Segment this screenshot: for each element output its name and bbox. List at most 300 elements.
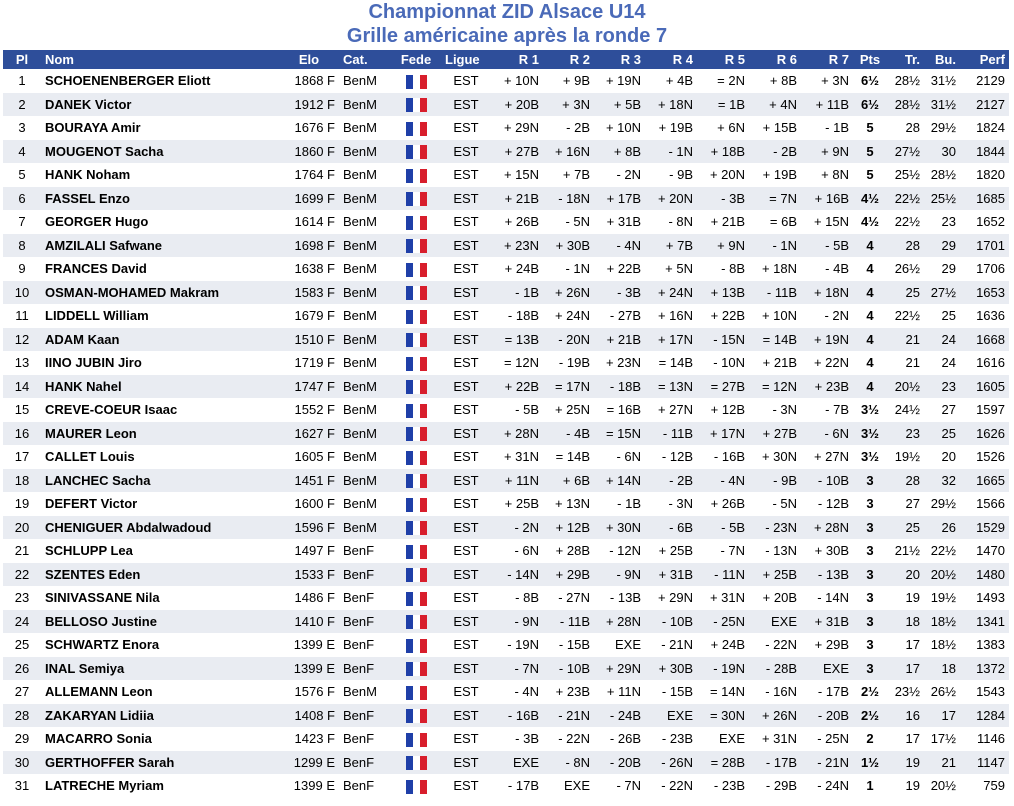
r6-cell: = 7N (749, 187, 801, 211)
r5-cell: - 19N (697, 657, 749, 681)
tiebreak-cell: 19 (887, 774, 924, 798)
r6-cell: + 25B (749, 563, 801, 587)
elo-cell: 1719 F (279, 351, 339, 375)
table-row (3, 351, 1009, 375)
r6-cell: = 12N (749, 375, 801, 399)
league-cell: EST (441, 751, 491, 775)
league-cell: EST (441, 69, 491, 93)
r3-cell: - 18B (594, 375, 645, 399)
league-cell: EST (441, 563, 491, 587)
elo-cell: 1600 F (279, 492, 339, 516)
performance-cell: 1480 (960, 563, 1009, 587)
points-cell: 4 (853, 257, 887, 281)
points-cell: 6½ (853, 93, 887, 117)
performance-cell: 1284 (960, 704, 1009, 728)
fede-cell (391, 633, 441, 657)
r5-cell: = 30N (697, 704, 749, 728)
league-cell: EST (441, 281, 491, 305)
buchholz-cell: 31½ (924, 69, 960, 93)
name-cell: MOUGENOT Sacha (41, 140, 279, 164)
header-row (3, 50, 1009, 69)
buchholz-cell: 26½ (924, 680, 960, 704)
buchholz-cell: 18½ (924, 610, 960, 634)
france-flag-icon (406, 75, 427, 89)
r2-cell: - 15B (543, 633, 594, 657)
header-bu: Bu. (924, 50, 960, 69)
category-cell: BenM (339, 140, 391, 164)
category-cell: BenF (339, 657, 391, 681)
category-cell: BenF (339, 704, 391, 728)
performance-cell: 1543 (960, 680, 1009, 704)
performance-cell: 1665 (960, 469, 1009, 493)
buchholz-cell: 18½ (924, 633, 960, 657)
category-cell: BenM (339, 445, 391, 469)
category-cell: BenF (339, 563, 391, 587)
r6-cell: - 13N (749, 539, 801, 563)
r7-cell: + 19N (801, 328, 853, 352)
r6-cell: + 27B (749, 422, 801, 446)
name-cell: DEFERT Victor (41, 492, 279, 516)
league-cell: EST (441, 210, 491, 234)
category-cell: BenM (339, 187, 391, 211)
place-cell: 13 (3, 351, 41, 375)
r3-cell: + 5B (594, 93, 645, 117)
r2-cell: - 18N (543, 187, 594, 211)
category-cell: BenM (339, 375, 391, 399)
r7-cell: + 15N (801, 210, 853, 234)
tiebreak-cell: 21 (887, 351, 924, 375)
r6-cell: + 20B (749, 586, 801, 610)
fede-cell (391, 187, 441, 211)
r3-cell: - 4N (594, 234, 645, 258)
france-flag-icon (406, 427, 427, 441)
table-row (3, 304, 1009, 328)
elo-cell: 1399 E (279, 633, 339, 657)
performance-cell: 1470 (960, 539, 1009, 563)
elo-cell: 1627 F (279, 422, 339, 446)
r7-cell: + 27N (801, 445, 853, 469)
r7-cell: + 9N (801, 140, 853, 164)
buchholz-cell: 25 (924, 422, 960, 446)
r5-cell: + 31N (697, 586, 749, 610)
r3-cell: + 22B (594, 257, 645, 281)
table-row (3, 187, 1009, 211)
performance-cell: 1383 (960, 633, 1009, 657)
r2-cell: = 17N (543, 375, 594, 399)
name-cell: HANK Nahel (41, 375, 279, 399)
r1-cell: + 27B (491, 140, 543, 164)
name-cell: AMZILALI Safwane (41, 234, 279, 258)
r2-cell: + 30B (543, 234, 594, 258)
place-cell: 17 (3, 445, 41, 469)
league-cell: EST (441, 163, 491, 187)
name-cell: SINIVASSANE Nila (41, 586, 279, 610)
r4-cell: - 6B (645, 516, 697, 540)
place-cell: 29 (3, 727, 41, 751)
r2-cell: - 1N (543, 257, 594, 281)
points-cell: 3 (853, 563, 887, 587)
header-r-4: R 4 (645, 50, 697, 69)
r2-cell: - 2B (543, 116, 594, 140)
r1-cell: - 8B (491, 586, 543, 610)
r7-cell: - 24N (801, 774, 853, 798)
r4-cell: - 12B (645, 445, 697, 469)
performance-cell: 1566 (960, 492, 1009, 516)
category-cell: BenM (339, 304, 391, 328)
category-cell: BenM (339, 351, 391, 375)
table-row (3, 563, 1009, 587)
r4-cell: + 7B (645, 234, 697, 258)
place-cell: 3 (3, 116, 41, 140)
r3-cell: + 23N (594, 351, 645, 375)
fede-cell (391, 751, 441, 775)
r7-cell: + 30B (801, 539, 853, 563)
tiebreak-cell: 25 (887, 516, 924, 540)
r4-cell: + 25B (645, 539, 697, 563)
performance-cell: 1597 (960, 398, 1009, 422)
place-cell: 11 (3, 304, 41, 328)
league-cell: EST (441, 140, 491, 164)
r2-cell: + 29B (543, 563, 594, 587)
name-cell: OSMAN-MOHAMED Makram (41, 281, 279, 305)
fede-cell (391, 492, 441, 516)
france-flag-icon (406, 756, 427, 770)
league-cell: EST (441, 633, 491, 657)
name-cell: SZENTES Eden (41, 563, 279, 587)
points-cell: 4 (853, 328, 887, 352)
place-cell: 20 (3, 516, 41, 540)
fede-cell (391, 539, 441, 563)
fede-cell (391, 163, 441, 187)
r3-cell: + 19N (594, 69, 645, 93)
r1-cell: + 23N (491, 234, 543, 258)
header-r-7: R 7 (801, 50, 853, 69)
performance-cell: 1372 (960, 657, 1009, 681)
performance-cell: 1844 (960, 140, 1009, 164)
france-flag-icon (406, 662, 427, 676)
elo-cell: 1638 F (279, 257, 339, 281)
category-cell: BenM (339, 469, 391, 493)
tiebreak-cell: 21½ (887, 539, 924, 563)
place-cell: 22 (3, 563, 41, 587)
buchholz-cell: 32 (924, 469, 960, 493)
league-cell: EST (441, 304, 491, 328)
r7-cell: + 16B (801, 187, 853, 211)
name-cell: LATRECHE Myriam (41, 774, 279, 798)
r5-cell: - 16B (697, 445, 749, 469)
fede-cell (391, 657, 441, 681)
r6-cell: - 17B (749, 751, 801, 775)
buchholz-cell: 26 (924, 516, 960, 540)
tiebreak-cell: 28 (887, 469, 924, 493)
r4-cell: - 8N (645, 210, 697, 234)
tiebreak-cell: 21 (887, 328, 924, 352)
points-cell: 3 (853, 633, 887, 657)
category-cell: BenM (339, 210, 391, 234)
r7-cell: + 23B (801, 375, 853, 399)
r2-cell: + 9B (543, 69, 594, 93)
name-cell: DANEK Victor (41, 93, 279, 117)
table-row (3, 69, 1009, 93)
r2-cell: + 16N (543, 140, 594, 164)
r2-cell: - 20N (543, 328, 594, 352)
r4-cell: + 29N (645, 586, 697, 610)
r2-cell: + 3N (543, 93, 594, 117)
elo-cell: 1399 E (279, 774, 339, 798)
buchholz-cell: 22½ (924, 539, 960, 563)
r7-cell: - 25N (801, 727, 853, 751)
table-row (3, 234, 1009, 258)
buchholz-cell: 25½ (924, 187, 960, 211)
r4-cell: EXE (645, 704, 697, 728)
r6-cell: - 22N (749, 633, 801, 657)
r5-cell: + 17N (697, 422, 749, 446)
r5-cell: = 1B (697, 93, 749, 117)
buchholz-cell: 31½ (924, 93, 960, 117)
category-cell: BenM (339, 422, 391, 446)
place-cell: 24 (3, 610, 41, 634)
place-cell: 23 (3, 586, 41, 610)
league-cell: EST (441, 187, 491, 211)
name-cell: CHENIGUER Abdalwadoud (41, 516, 279, 540)
name-cell: MAURER Leon (41, 422, 279, 446)
r4-cell: - 21N (645, 633, 697, 657)
r1-cell: - 17B (491, 774, 543, 798)
performance-cell: 1616 (960, 351, 1009, 375)
header-r-6: R 6 (749, 50, 801, 69)
fede-cell (391, 116, 441, 140)
r1-cell: - 3B (491, 727, 543, 751)
r3-cell: = 16B (594, 398, 645, 422)
table-row (3, 163, 1009, 187)
r1-cell: - 6N (491, 539, 543, 563)
r3-cell: + 31B (594, 210, 645, 234)
performance-cell: 1493 (960, 586, 1009, 610)
r1-cell: - 16B (491, 704, 543, 728)
name-cell: MACARRO Sonia (41, 727, 279, 751)
fede-cell (391, 93, 441, 117)
r1-cell: - 14N (491, 563, 543, 587)
league-cell: EST (441, 516, 491, 540)
tiebreak-cell: 28 (887, 116, 924, 140)
france-flag-icon (406, 474, 427, 488)
r2-cell: - 22N (543, 727, 594, 751)
name-cell: BOURAYA Amir (41, 116, 279, 140)
r6-cell: + 30N (749, 445, 801, 469)
performance-cell: 759 (960, 774, 1009, 798)
buchholz-cell: 29½ (924, 492, 960, 516)
r3-cell: - 1B (594, 492, 645, 516)
place-cell: 21 (3, 539, 41, 563)
elo-cell: 1583 F (279, 281, 339, 305)
table-row (3, 492, 1009, 516)
category-cell: BenM (339, 69, 391, 93)
name-cell: SCHOENENBERGER Eliott (41, 69, 279, 93)
tiebreak-cell: 26½ (887, 257, 924, 281)
fede-cell (391, 234, 441, 258)
r5-cell: - 25N (697, 610, 749, 634)
buchholz-cell: 20½ (924, 563, 960, 587)
performance-cell: 1824 (960, 116, 1009, 140)
league-cell: EST (441, 586, 491, 610)
category-cell: BenM (339, 398, 391, 422)
points-cell: 4 (853, 375, 887, 399)
r3-cell: - 13B (594, 586, 645, 610)
r4-cell: + 16N (645, 304, 697, 328)
r6-cell: - 28B (749, 657, 801, 681)
points-cell: 3½ (853, 445, 887, 469)
r6-cell: + 31N (749, 727, 801, 751)
header-tr: Tr. (887, 50, 924, 69)
tiebreak-cell: 28½ (887, 69, 924, 93)
r2-cell: + 6B (543, 469, 594, 493)
r7-cell: - 7B (801, 398, 853, 422)
table-row (3, 281, 1009, 305)
buchholz-cell: 29½ (924, 116, 960, 140)
elo-cell: 1764 F (279, 163, 339, 187)
r3-cell: - 7N (594, 774, 645, 798)
r4-cell: - 10B (645, 610, 697, 634)
header-r-1: R 1 (491, 50, 543, 69)
france-flag-icon (406, 216, 427, 230)
performance-cell: 1341 (960, 610, 1009, 634)
r7-cell: + 8N (801, 163, 853, 187)
buchholz-cell: 17½ (924, 727, 960, 751)
table-row (3, 422, 1009, 446)
r2-cell: - 8N (543, 751, 594, 775)
r7-cell: + 11B (801, 93, 853, 117)
france-flag-icon (406, 310, 427, 324)
r6-cell: - 3N (749, 398, 801, 422)
buchholz-cell: 17 (924, 704, 960, 728)
r4-cell: + 17N (645, 328, 697, 352)
buchholz-cell: 20 (924, 445, 960, 469)
league-cell: EST (441, 422, 491, 446)
points-cell: 3 (853, 492, 887, 516)
r7-cell: + 28N (801, 516, 853, 540)
r5-cell: - 10N (697, 351, 749, 375)
fede-cell (391, 516, 441, 540)
titles (0, 0, 1014, 48)
r1-cell: = 13B (491, 328, 543, 352)
r1-cell: + 10N (491, 69, 543, 93)
name-cell: ADAM Kaan (41, 328, 279, 352)
buchholz-cell: 23 (924, 375, 960, 399)
r6-cell: + 4N (749, 93, 801, 117)
fede-cell (391, 610, 441, 634)
r6-cell: - 23N (749, 516, 801, 540)
performance-cell: 1636 (960, 304, 1009, 328)
header-pts: Pts (853, 50, 887, 69)
place-cell: 15 (3, 398, 41, 422)
france-flag-icon (406, 145, 427, 159)
performance-cell: 1685 (960, 187, 1009, 211)
header-r-3: R 3 (594, 50, 645, 69)
r5-cell: + 12B (697, 398, 749, 422)
elo-cell: 1698 F (279, 234, 339, 258)
category-cell: BenM (339, 328, 391, 352)
table-row (3, 116, 1009, 140)
r2-cell: - 11B (543, 610, 594, 634)
r3-cell: - 2N (594, 163, 645, 187)
fede-cell (391, 351, 441, 375)
r1-cell: = 12N (491, 351, 543, 375)
tiebreak-cell: 23½ (887, 680, 924, 704)
points-cell: 4½ (853, 187, 887, 211)
header-elo: Elo (279, 50, 339, 69)
fede-cell (391, 586, 441, 610)
france-flag-icon (406, 451, 427, 465)
r3-cell: - 26B (594, 727, 645, 751)
table-row (3, 328, 1009, 352)
tiebreak-cell: 23 (887, 422, 924, 446)
r6-cell: - 2B (749, 140, 801, 164)
france-flag-icon (406, 615, 427, 629)
r4-cell: = 14B (645, 351, 697, 375)
category-cell: BenM (339, 234, 391, 258)
header-r-2: R 2 (543, 50, 594, 69)
r7-cell: - 2N (801, 304, 853, 328)
r5-cell: - 11N (697, 563, 749, 587)
r1-cell: + 15N (491, 163, 543, 187)
r5-cell: + 6N (697, 116, 749, 140)
league-cell: EST (441, 445, 491, 469)
buchholz-cell: 28½ (924, 163, 960, 187)
r5-cell: = 2N (697, 69, 749, 93)
r5-cell: - 7N (697, 539, 749, 563)
points-cell: 3 (853, 469, 887, 493)
r1-cell: + 20B (491, 93, 543, 117)
r1-cell: - 2N (491, 516, 543, 540)
r2-cell: = 14B (543, 445, 594, 469)
r4-cell: - 3N (645, 492, 697, 516)
elo-cell: 1423 F (279, 727, 339, 751)
r5-cell: - 5B (697, 516, 749, 540)
france-flag-icon (406, 498, 427, 512)
fede-cell (391, 257, 441, 281)
table-row (3, 398, 1009, 422)
r7-cell: EXE (801, 657, 853, 681)
r3-cell: + 17B (594, 187, 645, 211)
r5-cell: - 4N (697, 469, 749, 493)
fede-cell (391, 727, 441, 751)
buchholz-cell: 30 (924, 140, 960, 164)
fede-cell (391, 398, 441, 422)
r3-cell: + 8B (594, 140, 645, 164)
fede-cell (391, 375, 441, 399)
league-cell: EST (441, 234, 491, 258)
r2-cell: - 19B (543, 351, 594, 375)
fede-cell (391, 69, 441, 93)
tiebreak-cell: 16 (887, 704, 924, 728)
r7-cell: + 31B (801, 610, 853, 634)
elo-cell: 1552 F (279, 398, 339, 422)
r2-cell: + 28B (543, 539, 594, 563)
league-cell: EST (441, 727, 491, 751)
tiebreak-cell: 27½ (887, 140, 924, 164)
points-cell: 3 (853, 539, 887, 563)
page-subtitle: Grille américaine après la ronde 7 (346, 25, 668, 47)
fede-cell (391, 210, 441, 234)
tiebreak-cell: 28 (887, 234, 924, 258)
place-cell: 31 (3, 774, 41, 798)
league-cell: EST (441, 680, 491, 704)
r6-cell: = 6B (749, 210, 801, 234)
league-cell: EST (441, 704, 491, 728)
r3-cell: - 9N (594, 563, 645, 587)
performance-cell: 2129 (960, 69, 1009, 93)
points-cell: 3 (853, 586, 887, 610)
